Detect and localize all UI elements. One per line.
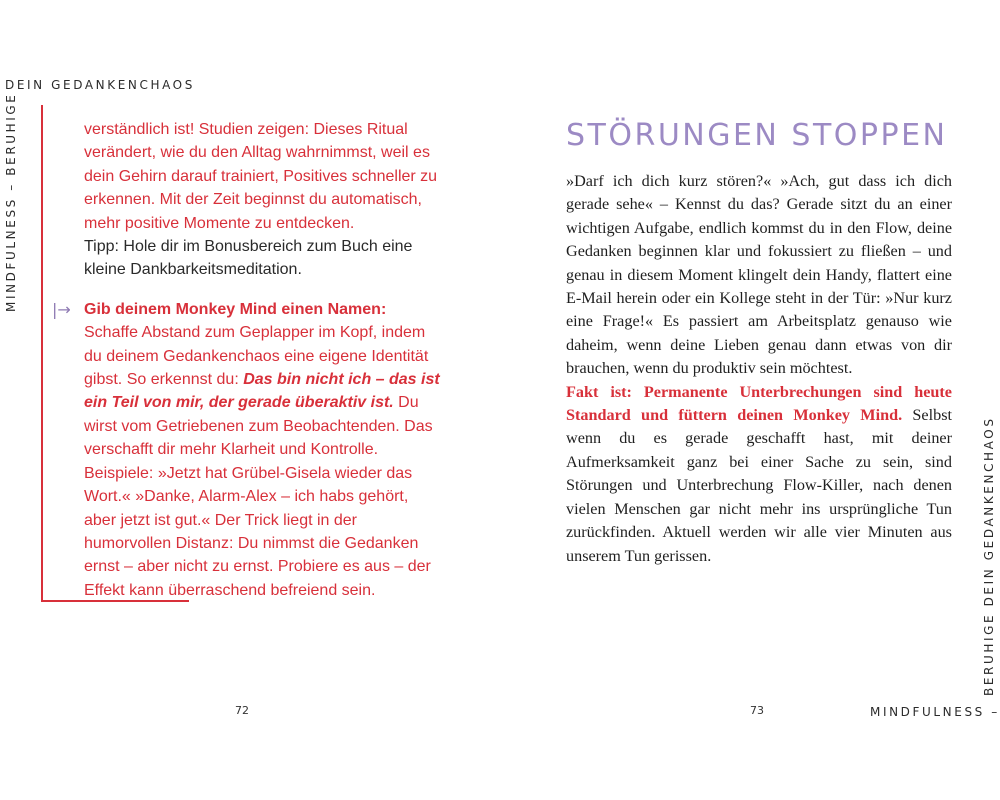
paragraph-2 <box>566 381 952 568</box>
fact-statement: Fakt ist: Permanente Unterbrechungen sind heute Standard und füttern deinen Monkey Mind. <box>566 382 952 425</box>
item-text-2: Du wirst vom Getriebenen zum Beobachtenden. Das verschafft dir mehr Klarheit und Kontrolle. Beispiele: »Jetzt hat Grübel-Gisela wieder das Wort.« »Danke, Alarm-Alex – ich habs gehört, aber jetzt ist gut.« Der Trick liegt in der humorvollen Distanz: Du nimmst die Gedanken ernst – aber nicht zu ernst. Probiere es aus – der Effekt kann überraschend befreiend sein. <box>84 394 433 599</box>
tip-paragraph: Tipp: Hole dir im Bonusbereich zum Buch eine kleine Dankbarkeitsmeditation. <box>84 238 413 279</box>
paragraph-2-text: Selbst wenn du es gerade geschafft hast, mit deiner Aufmerksamkeit ganz bei einer Sache zu sein, sind Störungen und Unterbrechung Flow-Killer, nach denen vielen Menschen gar nicht mehr ins ursprüngliche Tun zurückfinden. Aktuell werden wir alle vier Minuten aus unserem Tun gerissen. <box>566 406 952 565</box>
running-head-right-vertical: BERUHIGE DEIN GEDANKENCHAOS <box>982 416 996 696</box>
list-item <box>52 298 444 602</box>
running-head-left: DEIN GEDANKENCHAOS <box>5 78 195 92</box>
paragraph-1: »Darf ich dich kurz stören?« »Ach, gut dass ich dich gerade sehe« – Kennst du das? Gerade sitzt du an einer wichtigen Aufgabe, endlich kommst du in den Flow, deine Gedanken beginnen klar und fokussiert zu fließen – und genau in diesem Moment klingelt dein Handy, flattert eine E-Mail herein oder ein Kollege steht in der Tür: »Nur kurz eine Frage!« Es passiert am Arbeitsplatz genauso wie daheim, wenn deine Lieben genau dann etwas von dir brauchen, wenn du produktiv sein möchtest. <box>566 172 952 378</box>
running-head-left-vertical: MINDFULNESS – BERUHIGE <box>4 92 18 312</box>
left-page-body <box>52 118 444 602</box>
continued-paragraph: verständlich ist! Studien zeigen: Dieses Ritual verändert, wie du den Alltag wahrnimmst, weil es dein Gehirn darauf trainiert, Positives schneller zu erkennen. Mit der Zeit beginnst du automatisch, mehr positive Momente zu entdecken. <box>84 121 438 232</box>
running-head-right-bottom: MINDFULNESS – <box>870 705 1000 719</box>
item-text-1: Schaffe Abstand zum Geplapper im Kopf, indem du deinem Gedankenchaos eine eigene Identität gibst. So erkennst du: <box>84 324 429 389</box>
box-vertical-rule <box>41 105 43 602</box>
page-number-left: 72 <box>235 704 249 717</box>
arrow-right-icon: |→ <box>52 299 71 319</box>
page-number-right: 73 <box>750 704 764 717</box>
right-page-body <box>566 170 952 568</box>
item-emphasis: Das bin nicht ich – das ist ein Teil von mir, der gerade überaktiv ist. <box>84 371 440 412</box>
section-heading: STÖRUNGEN STOPPEN <box>566 118 948 153</box>
item-lead: Gib deinem Monkey Mind einen Namen: <box>84 300 387 318</box>
